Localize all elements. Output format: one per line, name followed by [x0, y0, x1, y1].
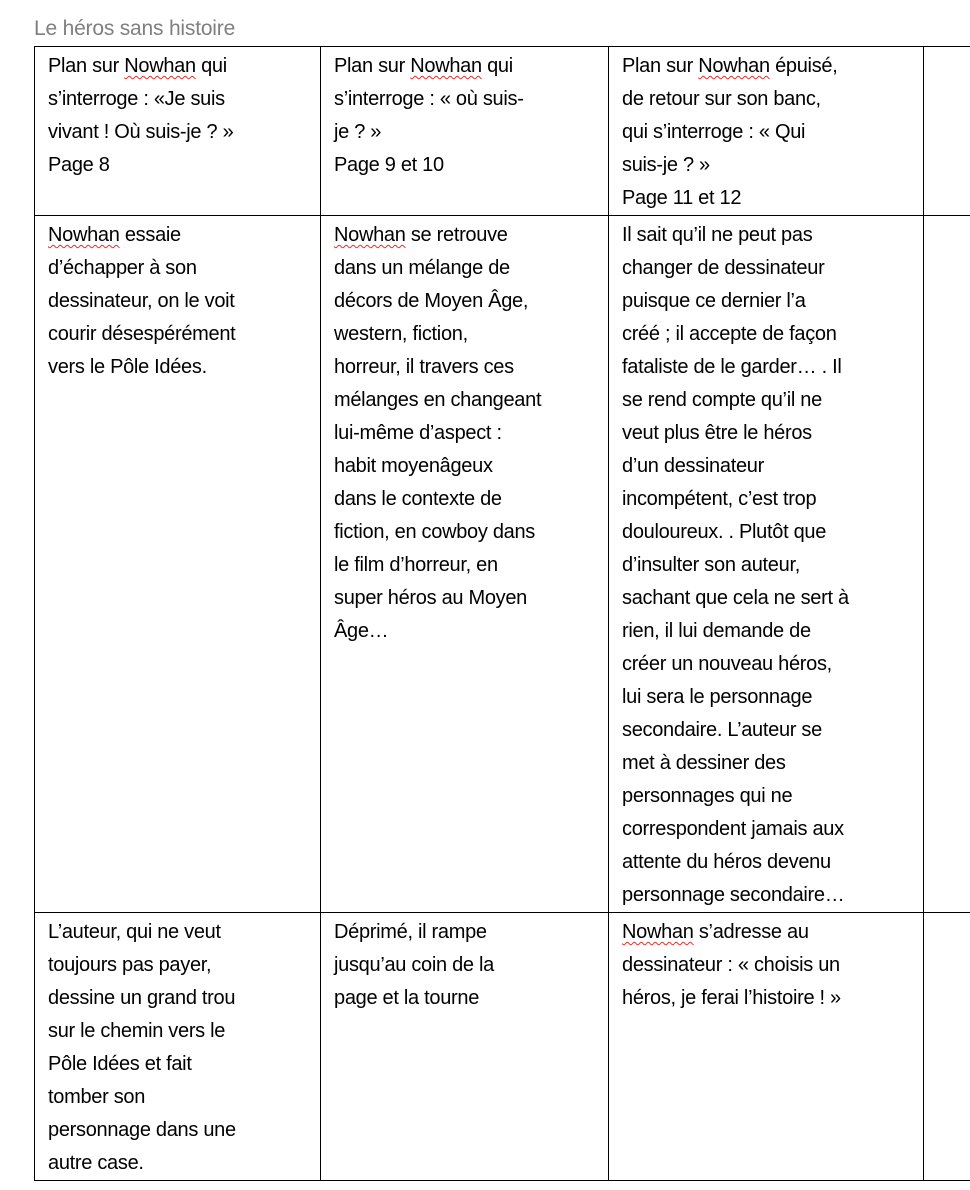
cell-text-line: se rend compte qu’il ne: [622, 389, 822, 411]
text-fragment: qui: [195, 55, 227, 77]
cell-text-line: suis-je ? »: [622, 154, 710, 176]
cell-text-line: Page 8: [48, 154, 110, 176]
cell-text-line: incompétent, c’est trop: [622, 488, 817, 510]
cell-text-line: jusqu’au coin de la: [334, 954, 494, 976]
cell-text-line: lui-même d’aspect :: [334, 422, 502, 444]
cell-text-line: vivant ! Où suis-je ? »: [48, 121, 234, 143]
cell-text-line: [334, 50, 602, 83]
table-cell[interactable]: [609, 216, 924, 913]
cell-text-line: puisque ce dernier l’a: [622, 290, 806, 312]
storyboard-table-body: [35, 47, 970, 1181]
cell-text-line: personnage dans une: [48, 1119, 236, 1141]
cell-text-line: toujours pas payer,: [48, 954, 212, 976]
table-cell[interactable]: [609, 47, 924, 216]
cell-text-line: [48, 219, 314, 252]
cell-text-line: dans un mélange de: [334, 257, 510, 279]
cell-text-line: [334, 219, 602, 252]
spellcheck-flagged-word[interactable]: Nowhan: [622, 921, 694, 943]
cell-text-line: super héros au Moyen: [334, 587, 528, 609]
cell-text-line: fataliste de le garder… . Il: [622, 356, 842, 378]
cell-text-line: horreur, il travers ces: [334, 356, 514, 378]
cell-text-line: Il sait qu’il ne peut pas: [622, 224, 813, 246]
cell-text-line: héros, je ferai l’histoire ! »: [622, 987, 841, 1009]
cell-text-line: changer de dessinateur: [622, 257, 825, 279]
cell-text-line: sachant que cela ne sert à: [622, 587, 849, 609]
cell-text-line: le film d’horreur, en: [334, 554, 498, 576]
cell-text-line: [622, 50, 917, 83]
spellcheck-flagged-word[interactable]: Nowhan: [410, 55, 482, 77]
table-cell[interactable]: [321, 913, 609, 1181]
cell-text-line: dans le contexte de: [334, 488, 502, 510]
cell-text-line: s’interroge : «Je suis: [48, 88, 225, 110]
cell-text-line: vers le Pôle Idées.: [48, 356, 207, 378]
cell-text-line: Déprimé, il rampe: [334, 921, 487, 943]
cell-text-line: page et la tourne: [334, 987, 480, 1009]
cell-text-line: courir désespérément: [48, 323, 236, 345]
text-fragment: qui: [481, 55, 513, 77]
spellcheck-flagged-word[interactable]: Nowhan: [334, 224, 406, 246]
cell-text-line: Page 9 et 10: [334, 154, 444, 176]
spellcheck-flagged-word[interactable]: Nowhan: [698, 55, 770, 77]
cell-text-line: veut plus être le héros: [622, 422, 812, 444]
table-cell[interactable]: [35, 216, 321, 913]
spellcheck-flagged-word[interactable]: Nowhan: [48, 224, 120, 246]
cell-text-line: fiction, en cowboy dans: [334, 521, 536, 543]
cell-text-line: met à dessiner des: [622, 752, 786, 774]
cell-text-line: douloureux. . Plutôt que: [622, 521, 827, 543]
cell-text-line: western, fiction,: [334, 323, 468, 345]
document-title: Le héros sans histoire: [34, 17, 236, 40]
storyboard-table: [34, 46, 970, 1181]
cell-text-line: Page 11 et 12: [622, 187, 742, 209]
table-cell[interactable]: [924, 47, 970, 216]
table-cell[interactable]: [321, 216, 609, 913]
text-fragment: s’adresse au: [693, 921, 809, 943]
cell-text-line: rien, il lui demande de: [622, 620, 811, 642]
table-row: [35, 216, 970, 913]
table-cell[interactable]: [35, 913, 321, 1181]
cell-text-line: personnage secondaire…: [622, 884, 845, 906]
cell-text-line: Âge…: [334, 620, 389, 642]
cell-text-line: créé ; il accepte de façon: [622, 323, 837, 345]
cell-text-line: qui s’interroge : « Qui: [622, 121, 806, 143]
cell-text-line: sur le chemin vers le: [48, 1020, 226, 1042]
cell-text-line: Pôle Idées et fait: [48, 1053, 192, 1075]
cell-text-line: secondaire. L’auteur se: [622, 719, 822, 741]
cell-text-line: [48, 50, 314, 83]
cell-text-line: autre case.: [48, 1152, 144, 1174]
table-cell[interactable]: [321, 47, 609, 216]
cell-text-line: personnages qui ne: [622, 785, 793, 807]
table-cell[interactable]: [924, 216, 970, 913]
text-fragment: Plan sur: [48, 55, 125, 77]
cell-text-line: d’échapper à son: [48, 257, 197, 279]
cell-text-line: mélanges en changeant: [334, 389, 542, 411]
cell-text-line: de retour sur son banc,: [622, 88, 821, 110]
text-fragment: Plan sur: [334, 55, 411, 77]
table-cell[interactable]: [609, 913, 924, 1181]
cell-text-line: s’interroge : « où suis-: [334, 88, 524, 110]
table-row: [35, 47, 970, 216]
text-fragment: se retrouve: [405, 224, 508, 246]
cell-text-line: d’un dessinateur: [622, 455, 764, 477]
cell-text-line: attente du héros devenu: [622, 851, 831, 873]
table-cell[interactable]: [35, 47, 321, 216]
cell-text-line: dessinateur : « choisis un: [622, 954, 840, 976]
cell-text-line: correspondent jamais aux: [622, 818, 844, 840]
cell-text-line: tomber son: [48, 1086, 146, 1108]
cell-text-line: d’insulter son auteur,: [622, 554, 800, 576]
cell-text-line: L’auteur, qui ne veut: [48, 921, 221, 943]
text-fragment: Plan sur: [622, 55, 699, 77]
table-cell[interactable]: [924, 913, 970, 1181]
cell-text-line: habit moyenâgeux: [334, 455, 493, 477]
cell-text-line: lui sera le personnage: [622, 686, 813, 708]
cell-text-line: décors de Moyen Âge,: [334, 290, 529, 312]
text-fragment: essaie: [119, 224, 181, 246]
cell-text-line: je ? »: [334, 121, 382, 143]
cell-text-line: dessine un grand trou: [48, 987, 236, 1009]
cell-text-line: dessinateur, on le voit: [48, 290, 235, 312]
text-fragment: épuisé,: [769, 55, 838, 77]
spellcheck-flagged-word[interactable]: Nowhan: [124, 55, 196, 77]
cell-text-line: [622, 916, 917, 949]
table-row: [35, 913, 970, 1181]
cell-text-line: créer un nouveau héros,: [622, 653, 832, 675]
